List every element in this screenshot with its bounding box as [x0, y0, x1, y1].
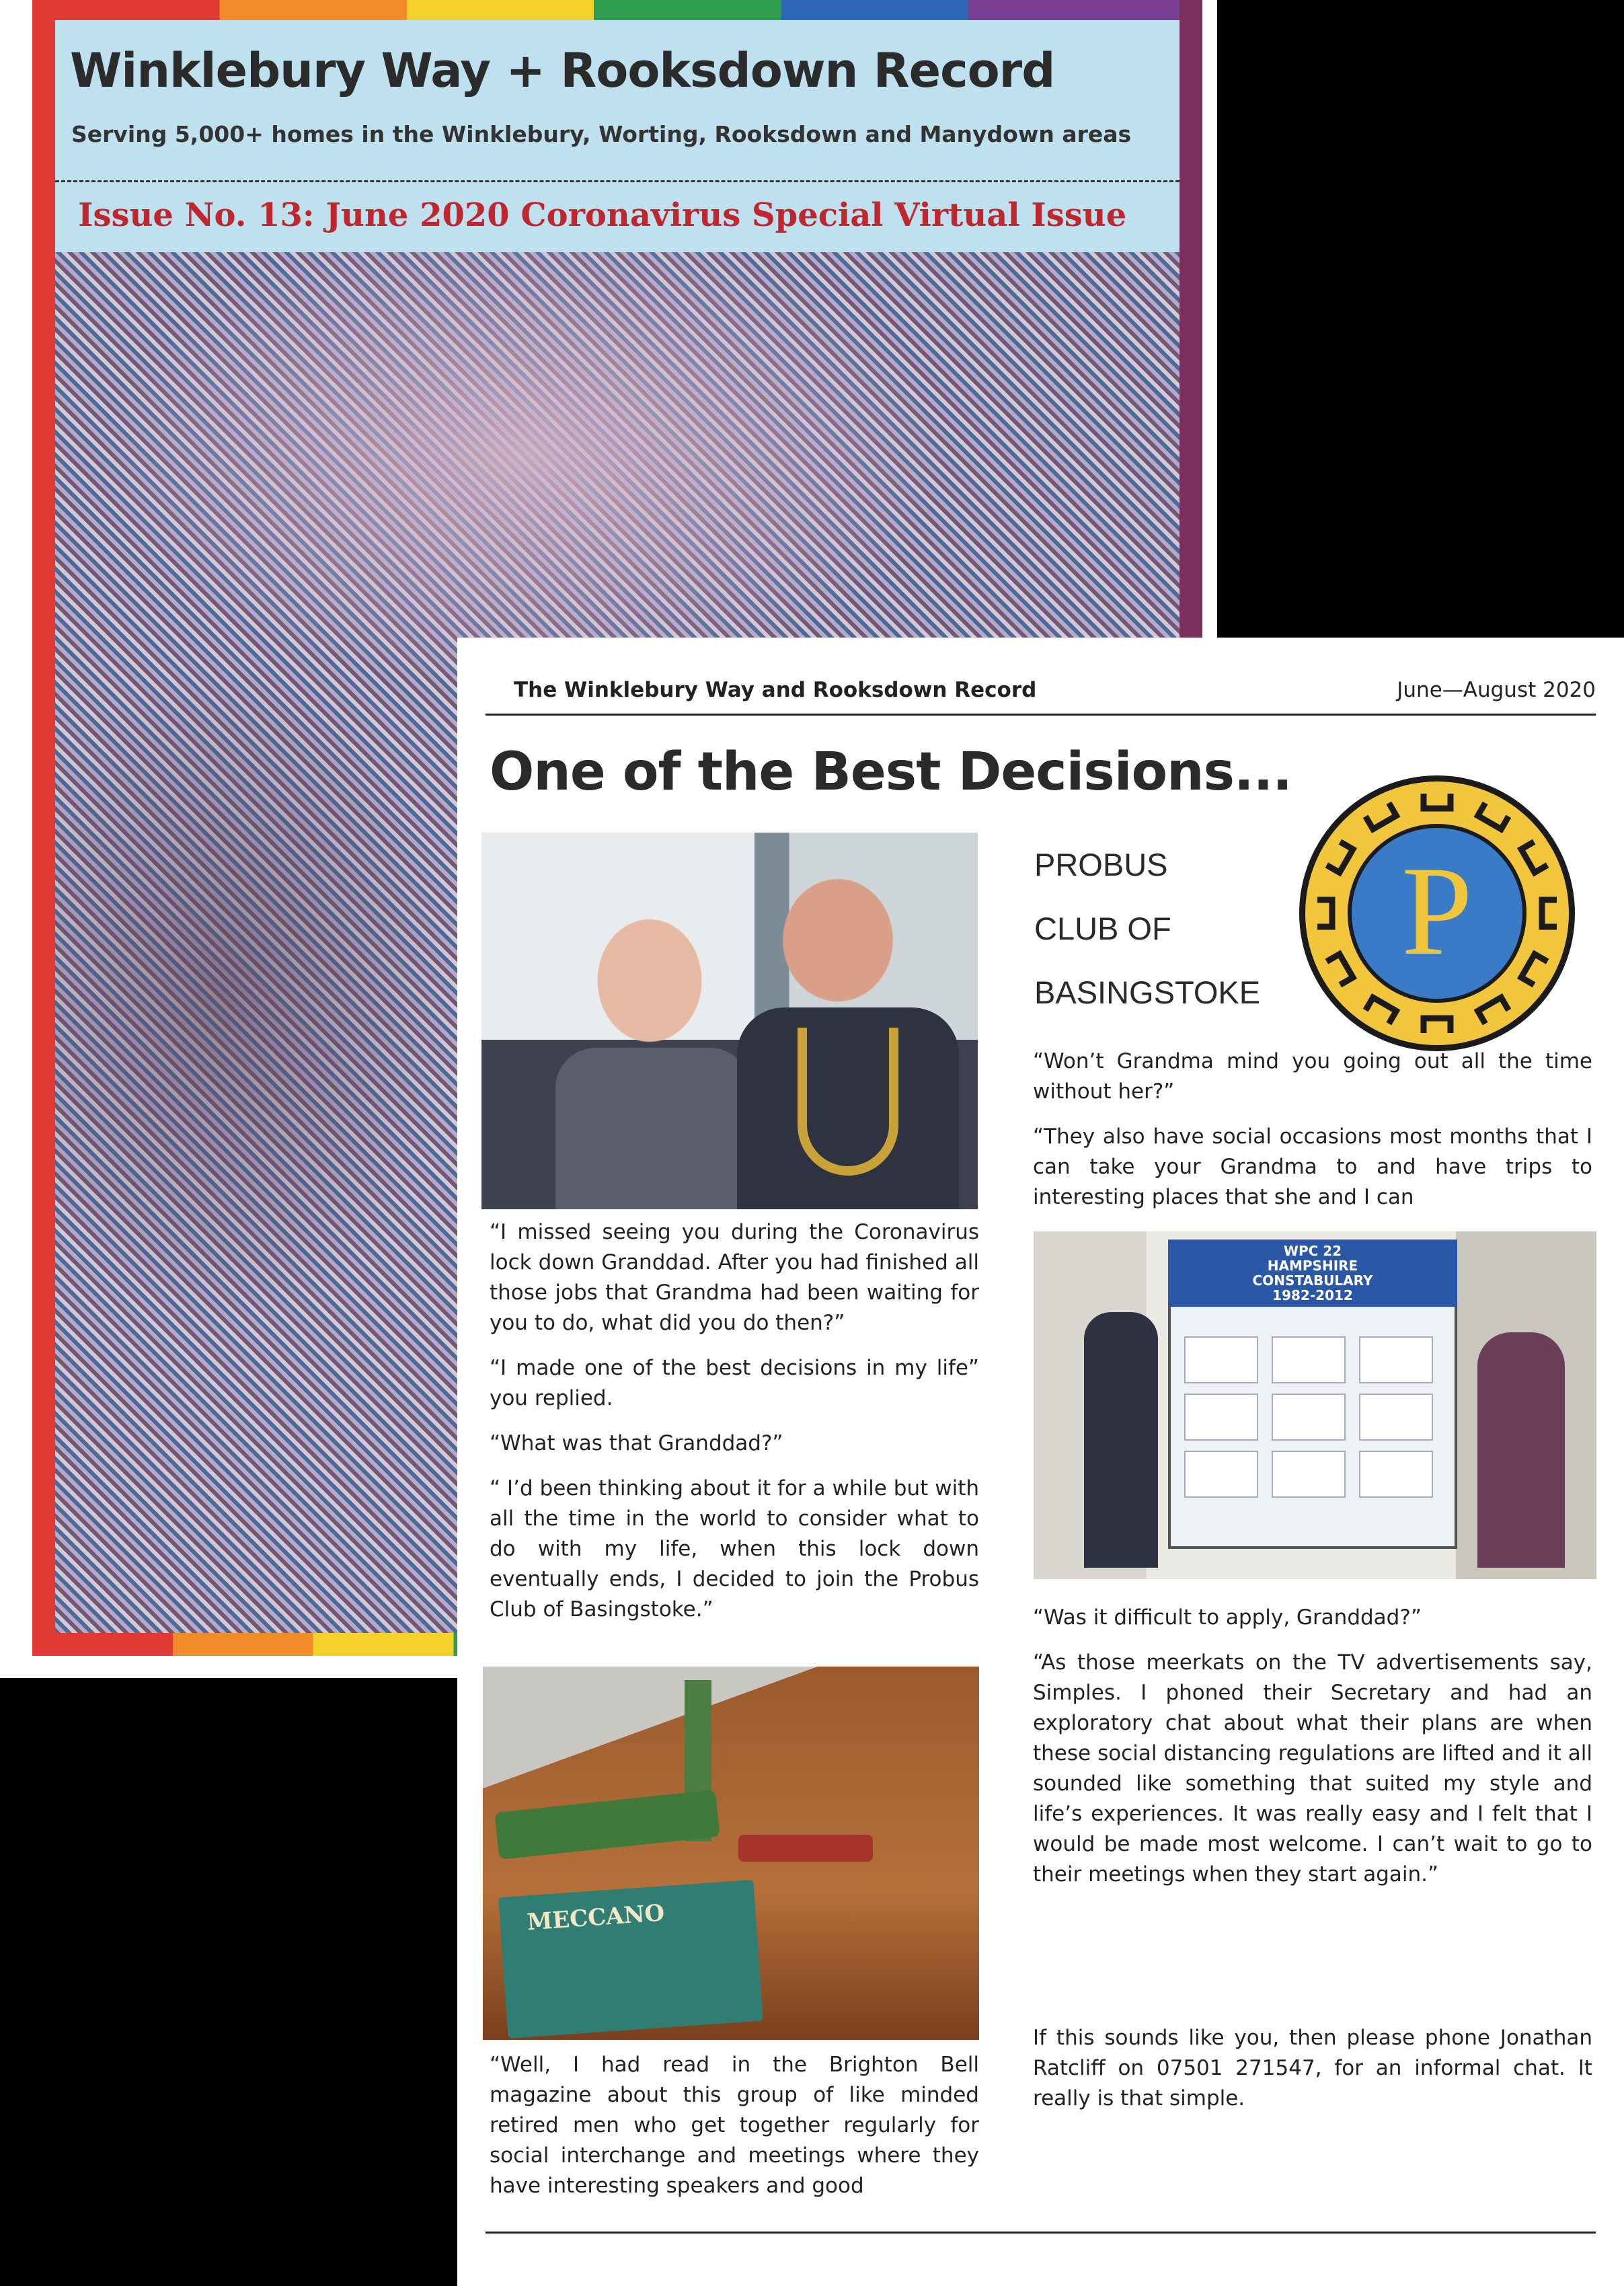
article-page	[457, 638, 1624, 2286]
paragraph: “As those meerkats on the TV advertisements say, Simples. I phoned their Secretary and had an exploratory chat about what their plans are when these social distancing regulations are lifted and it all sounded like something that suited my style and life’s experiences. It was really easy and I felt that I would be made most welcome. I can’t wait to go to their meetings when they start again.”	[1033, 1650, 1592, 1887]
quilt-tile	[1359, 1336, 1433, 1383]
cover-title: Winklebury Way + Rooksdown Record	[70, 43, 1055, 98]
bottom-rule	[486, 2232, 1596, 2234]
photo-quilt-display	[1034, 1231, 1596, 1579]
paragraph: “Well, I had read in the Brighton Bell magazine about this group of like minded retired men who get together regularly for social interchange and meetings where they have interesting speakers and good	[490, 2053, 979, 2198]
club-name-line-3: BASINGSTOKE	[1034, 975, 1261, 1010]
photo-woman-standing	[1477, 1332, 1565, 1568]
photo-chain-of-office	[798, 1028, 898, 1176]
rainbow-edge-top	[32, 0, 1202, 20]
cover-subtitle: Serving 5,000+ homes in the Winklebury, Worting, Rooksdown and Manydown areas	[71, 121, 1132, 147]
left-column-text-2	[490, 2050, 979, 2216]
photo-man-left	[555, 1048, 750, 1209]
rainbow-edge-left	[32, 0, 55, 1656]
quilt-tile	[1184, 1336, 1258, 1383]
cover-issue-line: Issue No. 13: June 2020 Coronavirus Special Virtual Issue	[78, 196, 1127, 234]
paragraph: “They also have social occasions most months that I can take your Grandma to and have trips to interesting places that she and I can	[1033, 1125, 1592, 1209]
cover-masthead	[55, 20, 1180, 252]
quilt-tile	[1184, 1394, 1258, 1441]
quilt-banner-line: WPC 22	[1283, 1243, 1342, 1259]
probus-logo-icon	[1294, 771, 1580, 1057]
quilt-tile	[1272, 1451, 1346, 1498]
quilt-tile	[1359, 1451, 1433, 1498]
quilt-tile	[1359, 1394, 1433, 1441]
quilt-banner	[1168, 1240, 1457, 1307]
magazine-title: MECCANO	[526, 1899, 666, 1936]
paragraph: “What was that Granddad?”	[490, 1431, 783, 1455]
quilt-banner-line: 1982-2012	[1272, 1287, 1353, 1303]
quilt-banner-line: CONSTABULARY	[1252, 1272, 1373, 1289]
running-header	[486, 678, 1596, 716]
running-header-title: The Winklebury Way and Rooksdown Record	[514, 678, 1037, 702]
probus-logo-letter: P	[1401, 841, 1473, 982]
quilt-tile	[1184, 1451, 1258, 1498]
photo-man-standing	[1084, 1312, 1158, 1568]
club-name-line-1: PROBUS	[1034, 847, 1168, 882]
photo-two-men	[481, 833, 978, 1209]
photo-meccano-magazine	[498, 1880, 763, 2039]
paragraph: “ I’d been thinking about it for a while but with all the time in the world to consider what to do with my life, when this lock down eventually ends, I decided to join the Probus Club of Basingstoke.”	[490, 1476, 979, 1622]
photo-toy-cars	[738, 1835, 873, 1862]
article-headline: One of the Best Decisions...	[490, 742, 1292, 802]
cover-dashed-rule	[55, 180, 1180, 182]
paragraph: “I made one of the best decisions in my life” you replied.	[490, 1356, 979, 1410]
quilt-banner-line: HAMPSHIRE	[1267, 1258, 1358, 1274]
left-column-text-1	[490, 1217, 979, 1640]
paragraph: If this sounds like you, then please phone Jonathan Ratcliff on 07501 271547, for an informal chat. It really is that simple.	[1033, 2026, 1592, 2110]
right-column-text-1	[1033, 1046, 1592, 1227]
quilt-tile	[1272, 1394, 1346, 1441]
running-header-date: June—August 2020	[1397, 678, 1596, 702]
paragraph: “I missed seeing you during the Coronavirus lock down Granddad. After you had finished all those jobs that Grandma had been waiting for you to do, what did you do then?”	[490, 1220, 979, 1335]
paragraph: “Was it difficult to apply, Granddad?”	[1033, 1605, 1422, 1630]
club-name-line-2: CLUB OF	[1034, 911, 1171, 946]
quilt-tile	[1272, 1336, 1346, 1383]
photo-green-locomotive	[494, 1790, 720, 1860]
photo-model-train	[483, 1667, 979, 2040]
paragraph: “Won’t Grandma mind you going out all the time without her?”	[1033, 1049, 1592, 1104]
right-column-text-3	[1033, 2023, 1592, 2129]
right-column-text-2	[1033, 1603, 1592, 1905]
